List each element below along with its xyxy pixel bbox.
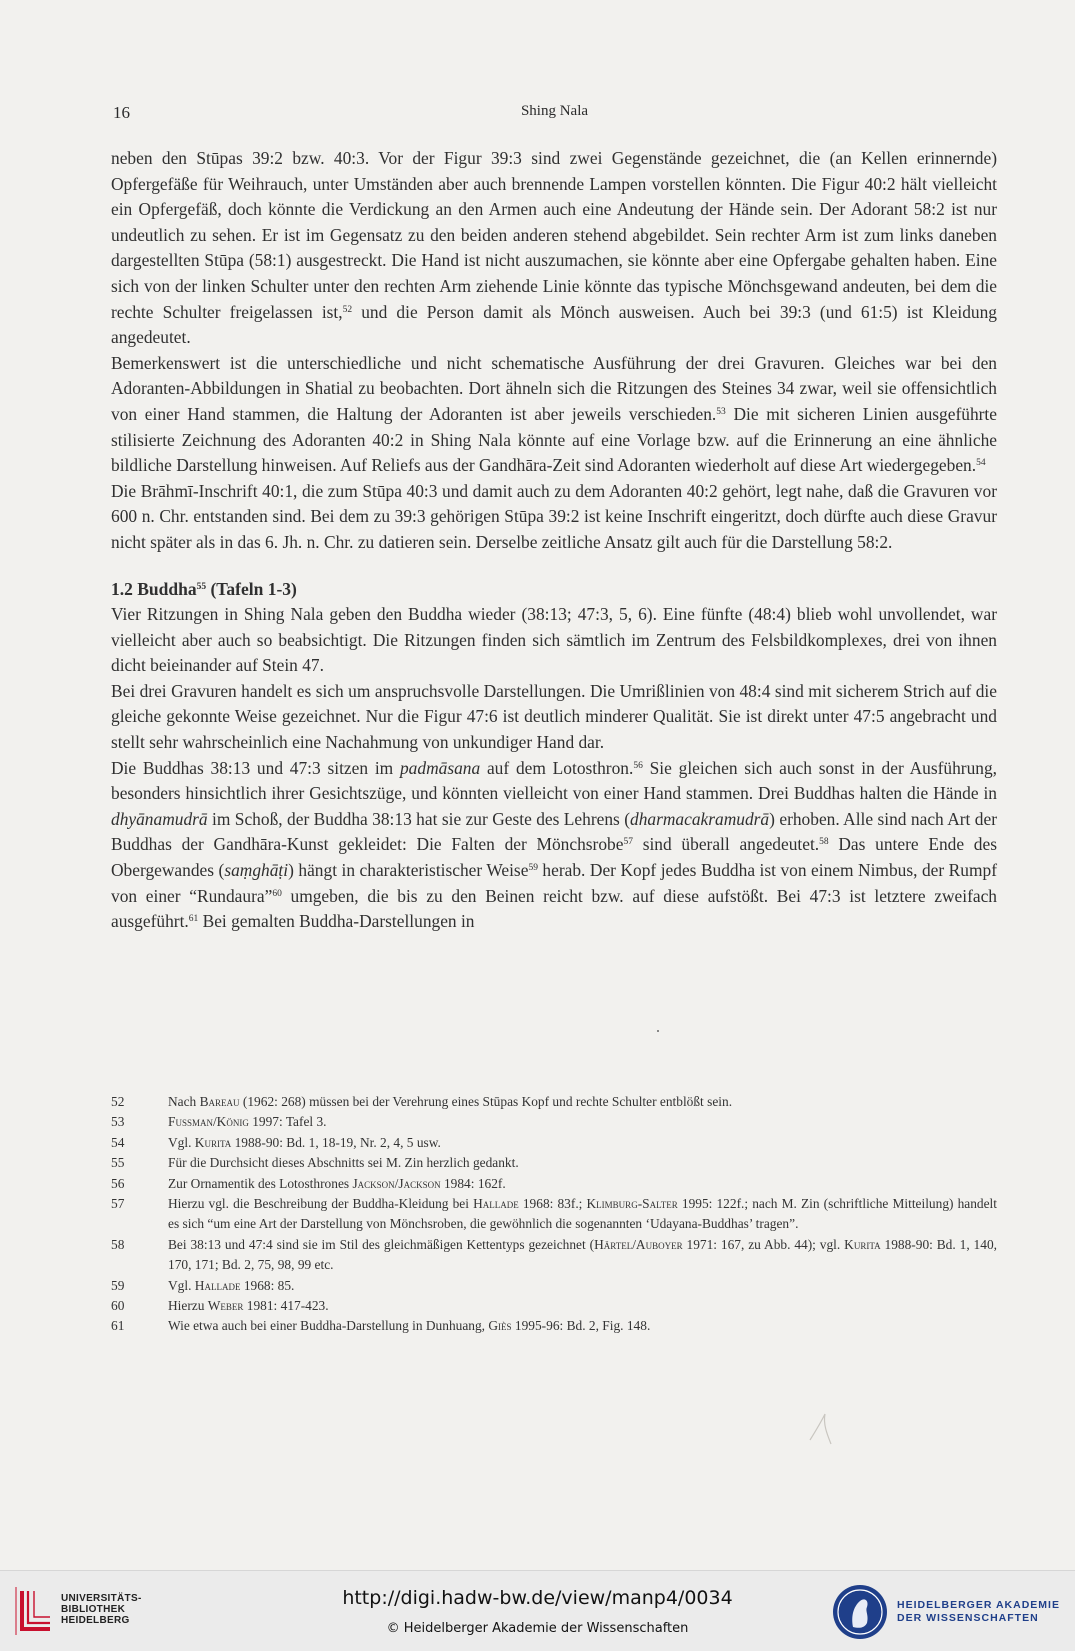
section-heading: 1.2 Buddha$^{55}$ (Tafeln 1-3) <box>111 578 297 599</box>
footnote-ref: 53 <box>716 406 726 417</box>
footnote-ref: 60 <box>272 888 282 899</box>
paragraph: Die Buddhas 38:13 und 47:3 sitzen im padmāsana auf dem Lotosthron.$^{56}$ Sie gleichen sich auch sonst in der Ausführung, besonders hinsichtlich ihrer Gesichtszüge, und könnten vielleicht von einer Hand stammen. Drei Buddhas halten die Hände in dhyānamudrā im Schoß, der Buddha 38:13 hat sie zur Geste des Lehrens (dharmacakramudrā) erhoben. Alle sind nach Art der Buddhas der Gandhāra-Kunst gekleidet: Die Falten der Mönchsrobe$^{57}$ sind überall angedeutet.$^{58}$ Das untere Ende des Obergewandes (saṃghāṭi) hängt in charakteristischer Weise$^{59}$ herab. Der Kopf jedes Buddha ist von einem Nimbus, der Rumpf von einer “Rundaura”$^{60}$ umgeben, die bis zu den Beinen reicht bzw. auf diese aufstößt. Bei 47:3 ist letztere zweifach ausgeführt.$^{61}$ Bei gemalten Buddha-Darstellungen in <box>111 757 998 932</box>
footnote: 54 Vgl. Kurita 1988-90: Bd. 1, 18-19, Nr. 2, 4, 5 usw. <box>111 1134 441 1150</box>
footnote-ref: 54 <box>976 458 986 469</box>
document-url-link[interactable]: http://digi.hadw-bw.de/view/manp4/0034 <box>342 1587 733 1609</box>
footnote: 55 Für die Durchsicht dieses Abschnitts sei M. Zin herzlich gedankt. <box>111 1155 519 1171</box>
paragraph: Bei drei Gravuren handelt es sich um anspruchsvolle Darstellungen. Die Umrißlinien von 48:4 sind mit sicherem Strich auf die gleiche gekonnte Weise gezeichnet. Nur die Figur 47:6 ist deutlich minderer Qualität. Sie ist direkt unter 47:5 angebracht und stellt sehr wahrscheinlich eine Nachahmung von unkundiger Hand dar. <box>111 680 997 753</box>
footnote: 59 Vgl. Hallade 1968: 85. <box>111 1277 295 1293</box>
footnote: 52 Nach Bareau (1962: 268) müssen bei der Verehrung eines Stūpas Kopf und rechte Schulter entblößt sein. <box>111 1094 733 1109</box>
viewer-footer <box>0 1570 1075 1651</box>
running-title: Shing Nala <box>520 103 589 119</box>
footnote: 57 Hierzu vgl. die Beschreibung der Buddha-Kleidung bei Hallade 1968: 83f.; Klimburg-Salter 1995: 122f.; nach M. Zin (schriftliche Mitteilung) handelt es sich “um eine Art der Darstellung von Mönchsroben, die gewöhnlich die sogenannten ‘Udayana-Buddhas’ tragen”. <box>111 1196 998 1232</box>
body-text <box>111 146 997 935</box>
footnote-ref: 61 <box>188 914 199 925</box>
page-header <box>113 103 996 127</box>
footnote-ref: 55 <box>196 581 207 592</box>
page-number: 16 <box>113 103 130 122</box>
speck <box>657 1030 659 1032</box>
footnotes <box>111 1092 997 1337</box>
paragraph: neben den Stūpas 39:2 bzw. 40:3. Vor der Figur 39:3 sind zwei Gegenstände gezeichnet, die (an Kellen erinnernde) Opfergefäße für Weihrauch, unter Umständen aber auch brennende Lampen vorstellen könnten. Die Figur 40:2 hält vielleicht ein Opfergefäß, doch könnte die Verdickung an den Armen auch eine Andeutung der Hände sein. Der Adorant 58:2 ist nur undeutlich zu sehen. Er ist im Gegensatz zu den beiden anderen stehend abgebildet. Sein rechter Arm ist zum links daneben dargestellten Stūpa (58:1) ausgestreckt. Die Hand ist nicht auszumachen, sie könnte aber eine Opfergabe gehalten haben. Eine sich von der linken Schulter unter den rechten Arm ziehende Linie könnte das typische Mönchsgewand andeuten, bei dem die rechte Schulter freigelassen ist,$^{52}$ und die Person damit als Mönch ausweisen. Auch bei 39:3 (und 61:5) ist Kleidung angedeutet. <box>111 148 997 348</box>
footnote-ref: 52 <box>342 304 353 315</box>
academy-name: HEIDELBERGER AKADEMIE DER WISSENSCHAFTEN <box>897 1599 1060 1624</box>
footnote-ref: 57 <box>623 837 633 848</box>
footnote: 58 Bei 38:13 und 47:4 sind sie im Stil des gleichmäßigen Kettentyps gezeichnet (Härtel/Auboyer 1971: 167, zu Abb. 44); vgl. Kurita 1988-90: Bd. 1, 140, 170, 171; Bd. 2, 75, 98, 99 etc. <box>111 1236 997 1273</box>
paragraph: Die Brāhmī-Inschrift 40:1, die zum Stūpa 40:3 und damit auch zu dem Adoranten 40:2 gehört, legt nahe, daß die Gravuren vor 600 n. Chr. entstanden sind. Bei dem zu 39:3 gehörigen Stūpa 39:2 ist keine Inschrift eingeritzt, doch dürfte auch diese Gravur nicht später als in das 6. Jh. n. Chr. zu datieren sein. Derselbe zeitliche Ansatz gilt auch für die Darstellung 58:2. <box>111 480 997 552</box>
footnote-ref: 56 <box>633 760 643 771</box>
footnote: 60 Hierzu Weber 1981: 417-423. <box>111 1298 329 1314</box>
pencil-mark <box>807 1410 837 1446</box>
footnote-ref: 59 <box>528 863 538 874</box>
footnote-ref: 58 <box>819 837 829 848</box>
paragraph: Bemerkenswert ist die unterschiedliche und nicht schematische Ausführung der drei Gravuren. Gleiches war bei den Adoranten-Abbildungen in Shatial zu beobachten. Dort ähneln sich die Ritzungen des Steines 34 zwar, weil sie offensichtlich von einer Hand stammen, die Haltung der Adoranten ist aber jeweils verschieden.$^{53}$ Die mit sicheren Linien ausgeführte stilisierte Zeichnung des Adoranten 40:2 in Shing Nala könnte auf eine Vorlage bzw. auf die Erinnerung an eine ähnliche bildliche Darstellung hinweisen. Auf Reliefs aus der Gandhāra-Zeit sind Adoranten wiederholt auf diese Art wiedergegeben.$^{54}$ <box>111 352 997 476</box>
academy-seal-logo-icon <box>831 1583 889 1641</box>
footnote: 56 Zur Ornamentik des Lotosthrones Jackson/Jackson 1984: 162f. <box>111 1175 506 1191</box>
university-library-name: UNIVERSITÄTS- BIBLIOTHEK HEIDELBERG <box>61 1593 142 1626</box>
footnote: 53 Fussman/König 1997: Tafel 3. <box>111 1114 327 1130</box>
copyright-notice: © Heidelberger Akademie der Wissenschaften <box>386 1621 689 1636</box>
footnote: 61 Wie etwa auch bei einer Buddha-Darstellung in Dunhuang, Giès 1995-96: Bd. 2, Fig. 148. <box>111 1318 651 1334</box>
paragraph: Vier Ritzungen in Shing Nala geben den Buddha wieder (38:13; 47:3, 5, 6). Eine fünfte (48:4) blieb wohl unvollendet, war vielleicht aber auch so beabsichtigt. Die Ritzungen finden sich sämtlich im Zentrum des Felsbildkomplexes, drei von ihnen dicht beieinander auf Stein 47. <box>111 604 997 676</box>
